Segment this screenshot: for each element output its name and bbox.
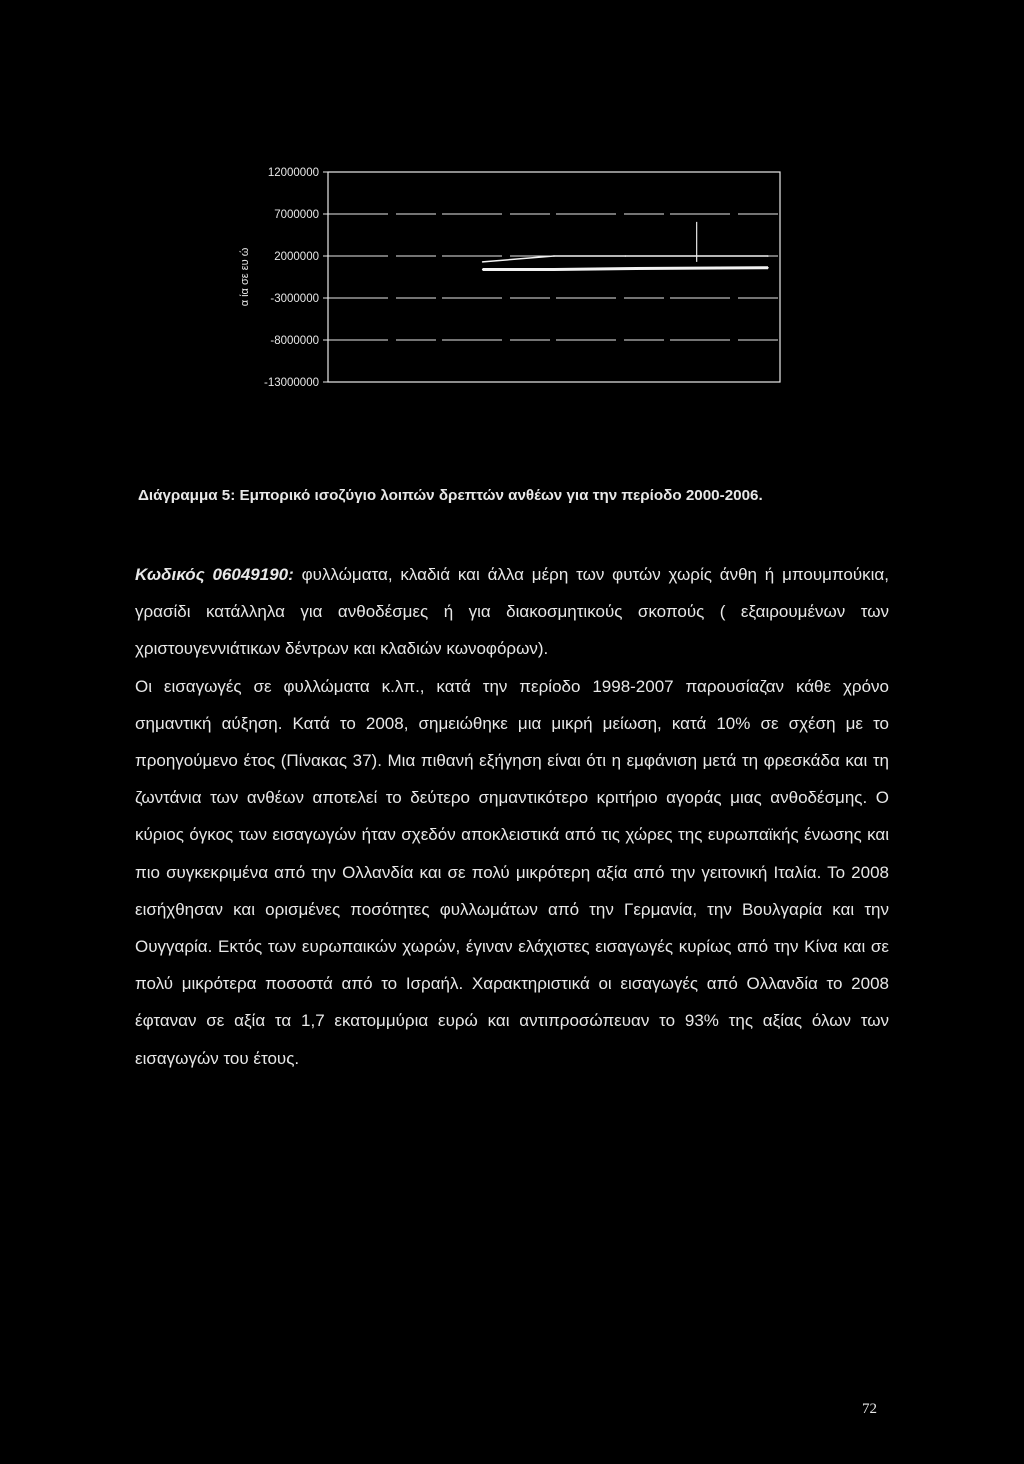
y-tick-label: 7000000: [274, 209, 319, 221]
code-description: φυλλώματα, κλαδιά και άλλα μέρη των φυτών χωρίς άνθη ή μπουμπούκια, γρασίδι κατάλληλα για ανθοδέσμες ή για διακοσμητικούς σκοπούς ( εξαιρουμένων των χριστουγεννιάτικων δέντρων και κλαδιών κωνοφόρων).: [135, 565, 889, 659]
data-point: [482, 261, 484, 263]
series-line: [483, 256, 768, 262]
chart-svg: [228, 160, 788, 400]
y-tick-label: 12000000: [267, 167, 319, 179]
y-tick-label: -3000000: [270, 293, 319, 305]
y-tick-label: 2000000: [274, 251, 319, 263]
y-axis-label: α ία σε ευ ώ: [239, 247, 251, 307]
page-number: 72: [862, 1401, 877, 1417]
y-tick-label: -8000000: [270, 335, 319, 347]
data-point: [767, 267, 769, 269]
data-point: [696, 267, 698, 269]
code-label: Κωδικός 06049190:: [135, 565, 294, 584]
data-point: [553, 255, 555, 257]
paragraph-imports: Οι εισαγωγές σε φυλλώματα κ.λπ., κατά την περίοδο 1998-2007 παρουσίαζαν κάθε χρόνο σημαντική αύξηση. Κατά το 2008, σημειώθηκε μια μικρή μείωση, κατά 10% σε σχέση με το προηγούμενο έτος (Πίνακας 37). Μια πιθανή εξήγηση είναι ότι η εμφάνιση μετά τη φρεσκάδα και τη ζωντάνια των ανθέων αποτελεί το δεύτερο σημαντικότερο κριτήριο αγοράς μιας ανθοδέσμης. Ο κύριος όγκος των εισαγωγών ήταν σχεδόν αποκλειστικά από τις χώρες της ευρωπαϊκής ένωσης και πιο συγκεκριμένα από την Ολλανδία και σε πολύ μικρότερη αξία από την γειτονική Ιταλία. Το 2008 εισήχθησαν και ορισμένες ποσότητες φυλλωμάτων από την Γερμανία, την Βουλγαρία και την Ουγγαρία. Εκτός των ευρωπαικών χωρών, έγιναν ελάχιστες εισαγωγές κυρίως από την Κίνα και σε πολύ μικρότερα ποσοστά από το Ισραήλ. Χαρακτηριστικά οι εισαγωγές από Ολλανδία το 2008 έφταναν σε αξία τα 1,7 εκατομμύρια ευρώ και αντιπροσώπευαν το 93% της αξίας όλων των εισαγωγών του έτους.: [135, 676, 889, 1068]
plot-frame: [328, 172, 780, 382]
data-point: [625, 255, 627, 257]
trade-balance-chart: [228, 160, 788, 400]
data-point: [482, 269, 484, 271]
body-text: [135, 556, 889, 1077]
data-point: [767, 255, 769, 257]
data-point: [553, 269, 555, 271]
paragraph-code-description: [135, 556, 889, 668]
y-tick-label: -13000000: [264, 377, 319, 389]
data-point: [625, 268, 627, 270]
figure-caption: Διάγραμμα 5: Εμπορικό ισοζύγιο λοιπών δρεπτών ανθέων για την περίοδο 2000-2006.: [138, 487, 763, 504]
